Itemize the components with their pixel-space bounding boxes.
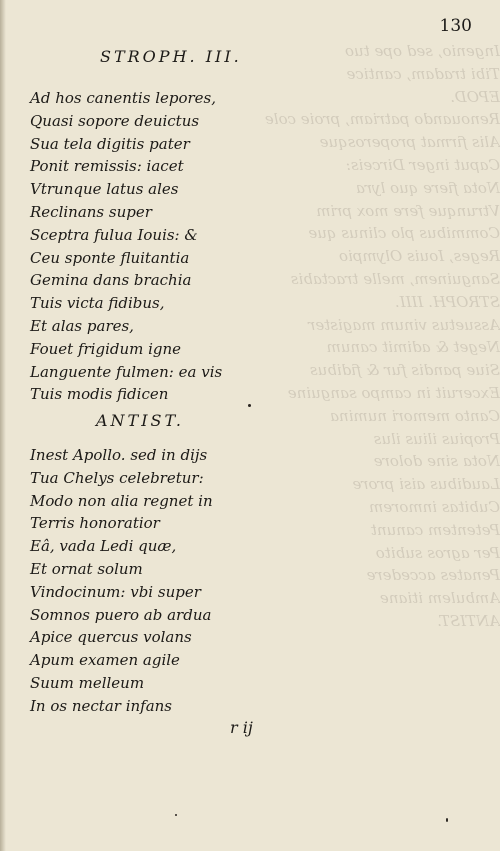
verse-line: Vindocinum: vbi super <box>30 582 201 601</box>
bleed-through-text: Ingenio, sed ope tuo Tibi tradam, cantice EPOD. Renouando patriam, proie cole Alis firmat properosque Caput inger Dirceis: Nota fiere quo lyra Vtrunque fere mox prim Commibus plo clinus que Reges, Iouis Olympio Sanguinem, melle tractabis STROPH. IIII. Assuetus vinum magister Neget & adimit canum Siue pandis fur & fidibus Exceruit in campo sanguine Canto memori numina Propius ilius ilus Nota sine dolore Laudibus aisi prore Cubitas inmorem Petentem canunt Per agros subito Penates accedere Ambulem itiane ANTIST. <box>264 42 500 630</box>
verse-line: Ceu sponte fluitantia <box>30 248 190 267</box>
verse-line: Tua Chelys celebretur: <box>30 468 204 487</box>
binding-edge <box>0 0 6 851</box>
verse-line: Modo non alia regnet in <box>30 491 213 510</box>
verse-line: Inest Apollo. sed in dijs <box>30 446 208 464</box>
page-number: 130 <box>439 16 472 36</box>
signature-mark: r ij <box>230 718 253 737</box>
verse-line: Et alas pares, <box>30 316 134 335</box>
verse-line: Terris honoratior <box>30 514 160 533</box>
verse-line: Sua tela digitis pater <box>30 134 190 153</box>
verse-line: Suum melleum <box>30 673 145 692</box>
ink-speck <box>248 404 251 407</box>
verse-line: Sceptra fulua Iouis: & <box>30 225 198 244</box>
verse-line: Ad hos canentis lepores, <box>30 89 217 107</box>
verse-line: Tuis modis fidicen <box>30 385 169 404</box>
verse-line: Tuis victa fidibus, <box>30 294 165 313</box>
verse-line: Ponit remissis: iacet <box>30 157 184 176</box>
verse-line: Eâ, vada Ledi quæ, <box>30 537 177 556</box>
verse-line: Languente fulmen: ea vis <box>30 362 223 381</box>
verse-line: Apice quercus volans <box>30 628 192 647</box>
verse-line: Vtrunque latus ales <box>30 180 179 199</box>
antistrophe-heading: ANTIST. <box>96 411 184 430</box>
ink-speck <box>175 814 177 816</box>
verse-line: In os nectar infans <box>30 696 173 715</box>
verse-line: Apum examen agile <box>30 651 180 670</box>
verse-line: Gemina dans brachia <box>30 271 192 290</box>
verse-line: Reclinans super <box>30 202 152 221</box>
strophe-heading: STROPH. III. <box>100 47 242 66</box>
antistrophe-verse <box>30 444 213 718</box>
strophe-verse <box>30 87 222 406</box>
verse-line: Et ornat solum <box>30 559 143 578</box>
verse-line: Somnos puero ab ardua <box>30 605 212 624</box>
verse-line: Quasi sopore deuictus <box>30 111 200 130</box>
verse-line: Fouet frigidum igne <box>30 339 182 358</box>
ink-speck <box>446 818 448 822</box>
